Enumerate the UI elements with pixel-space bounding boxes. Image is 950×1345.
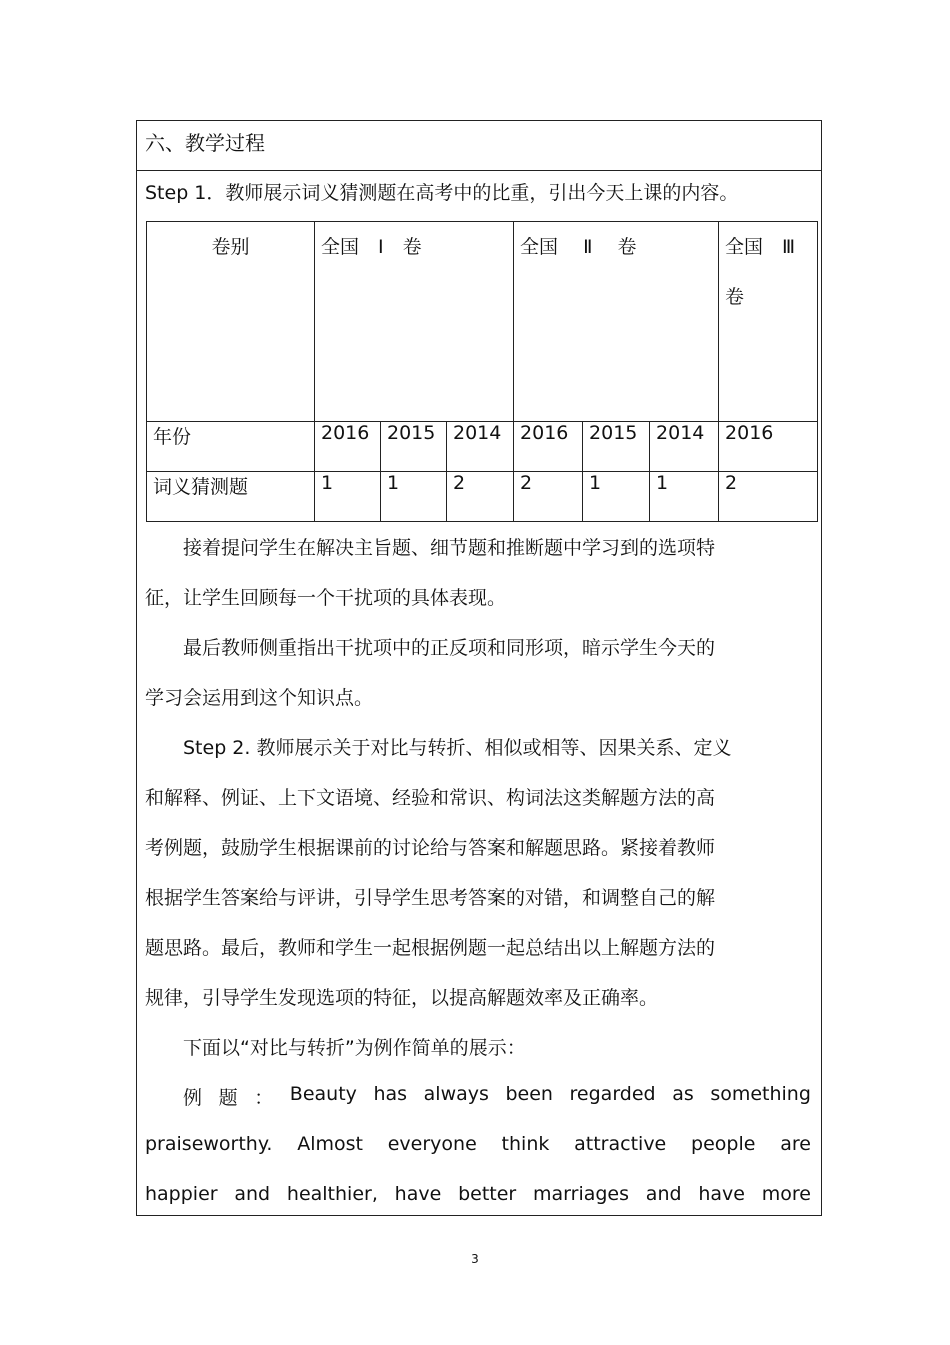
example-line xyxy=(145,1083,811,1110)
example-word: been xyxy=(505,1083,553,1105)
header-paper-2: 全国 Ⅱ 卷 xyxy=(514,222,719,422)
paragraph-line: 接着提问学生在解决主旨题、细节题和推断题中学习到的选项特 xyxy=(145,537,716,559)
table-header-row xyxy=(147,222,818,422)
example-word: have xyxy=(698,1183,745,1205)
paragraph-line: 题思路。最后，教师和学生一起根据例题一起总结出以上解题方法的 xyxy=(145,937,716,959)
table-cell: 2016 xyxy=(514,422,583,472)
example-word: regarded xyxy=(569,1083,656,1105)
example-word: Almost xyxy=(297,1133,363,1155)
table-cell: 2015 xyxy=(381,422,447,472)
header-paper-1: 全国 Ⅰ 卷 xyxy=(315,222,514,422)
table-row-count xyxy=(147,472,818,522)
example-word: and xyxy=(234,1183,271,1205)
table-cell: 1 xyxy=(315,472,381,522)
paragraph-line: 最后教师侧重指出干扰项中的正反项和同形项，暗示学生今天的 xyxy=(145,637,716,659)
paragraph-line: 学习会运用到这个知识点。 xyxy=(145,687,374,709)
example-word: as xyxy=(672,1083,694,1105)
paragraph-line: 根据学生答案给与评讲，引导学生思考答案的对错，和调整自己的解 xyxy=(145,887,716,909)
example-word: something xyxy=(710,1083,811,1105)
header-paper-3-line1: 全国 Ⅲ xyxy=(725,236,796,258)
paragraph-line: Step 2. 教师展示关于对比与转折、相似或相等、因果关系、定义 xyxy=(145,737,732,759)
header-label: 卷别 xyxy=(147,222,315,422)
example-word: Beauty xyxy=(289,1083,357,1105)
header-paper-3-line2: 卷 xyxy=(725,286,745,308)
table-cell: 2 xyxy=(447,472,514,522)
example-word: marriages xyxy=(533,1183,630,1205)
example-word: healthier, xyxy=(286,1183,378,1205)
example-word: have xyxy=(394,1183,442,1205)
example-word: and xyxy=(645,1183,682,1205)
paragraph-line: 下面以“对比与转折”为例作简单的展示： xyxy=(145,1037,526,1059)
step1-text: Step 1．教师展示词义猜测题在高考中的比重，引出今天上课的内容。 xyxy=(145,182,739,204)
table-cell: 2015 xyxy=(583,422,650,472)
year-label: 年份 xyxy=(147,422,315,472)
example-word: everyone xyxy=(387,1133,477,1155)
paragraph-line: 和解释、例证、上下文语境、经验和常识、构词法这类解题方法的高 xyxy=(145,787,716,809)
example-word: better xyxy=(458,1183,517,1205)
example-word: think xyxy=(501,1133,550,1155)
example-word: 例 xyxy=(145,1087,203,1109)
paragraph-line: 征，让学生回顾每一个干扰项的具体表现。 xyxy=(145,587,507,609)
section-title: 六、教学过程 xyxy=(137,121,821,171)
lesson-frame xyxy=(136,120,822,1216)
example-word: are xyxy=(780,1133,811,1155)
count-label: 词义猜测题 xyxy=(147,472,315,522)
table-cell: 1 xyxy=(650,472,719,522)
table-row-year xyxy=(147,422,818,472)
page-number: 3 xyxy=(471,1252,479,1266)
table-cell: 1 xyxy=(381,472,447,522)
example-word: praiseworthy. xyxy=(145,1133,273,1155)
table-cell: 2016 xyxy=(719,422,818,472)
example-word: attractive xyxy=(574,1133,667,1155)
example-word: has xyxy=(373,1083,408,1105)
example-word: 题 xyxy=(218,1087,238,1109)
table-cell: 2 xyxy=(719,472,818,522)
table-cell: 1 xyxy=(583,472,650,522)
example-word: people xyxy=(691,1133,756,1155)
table-cell: 2016 xyxy=(315,422,381,472)
table-cell: 2 xyxy=(514,472,583,522)
example-word: happier xyxy=(145,1183,218,1205)
example-line xyxy=(145,1133,811,1155)
example-word: more xyxy=(761,1183,811,1205)
exam-weight-table xyxy=(146,221,818,522)
table-cell: 2014 xyxy=(650,422,719,472)
header-paper-3 xyxy=(719,222,818,422)
example-word: ： xyxy=(254,1087,274,1109)
table-cell: 2014 xyxy=(447,422,514,472)
example-line xyxy=(145,1183,811,1205)
paragraph-line: 考例题，鼓励学生根据课前的讨论给与答案和解题思路。紧接着教师 xyxy=(145,837,716,859)
example-word: always xyxy=(423,1083,489,1105)
paragraph-line: 规律，引导学生发现选项的特征，以提高解题效率及正确率。 xyxy=(145,987,659,1009)
